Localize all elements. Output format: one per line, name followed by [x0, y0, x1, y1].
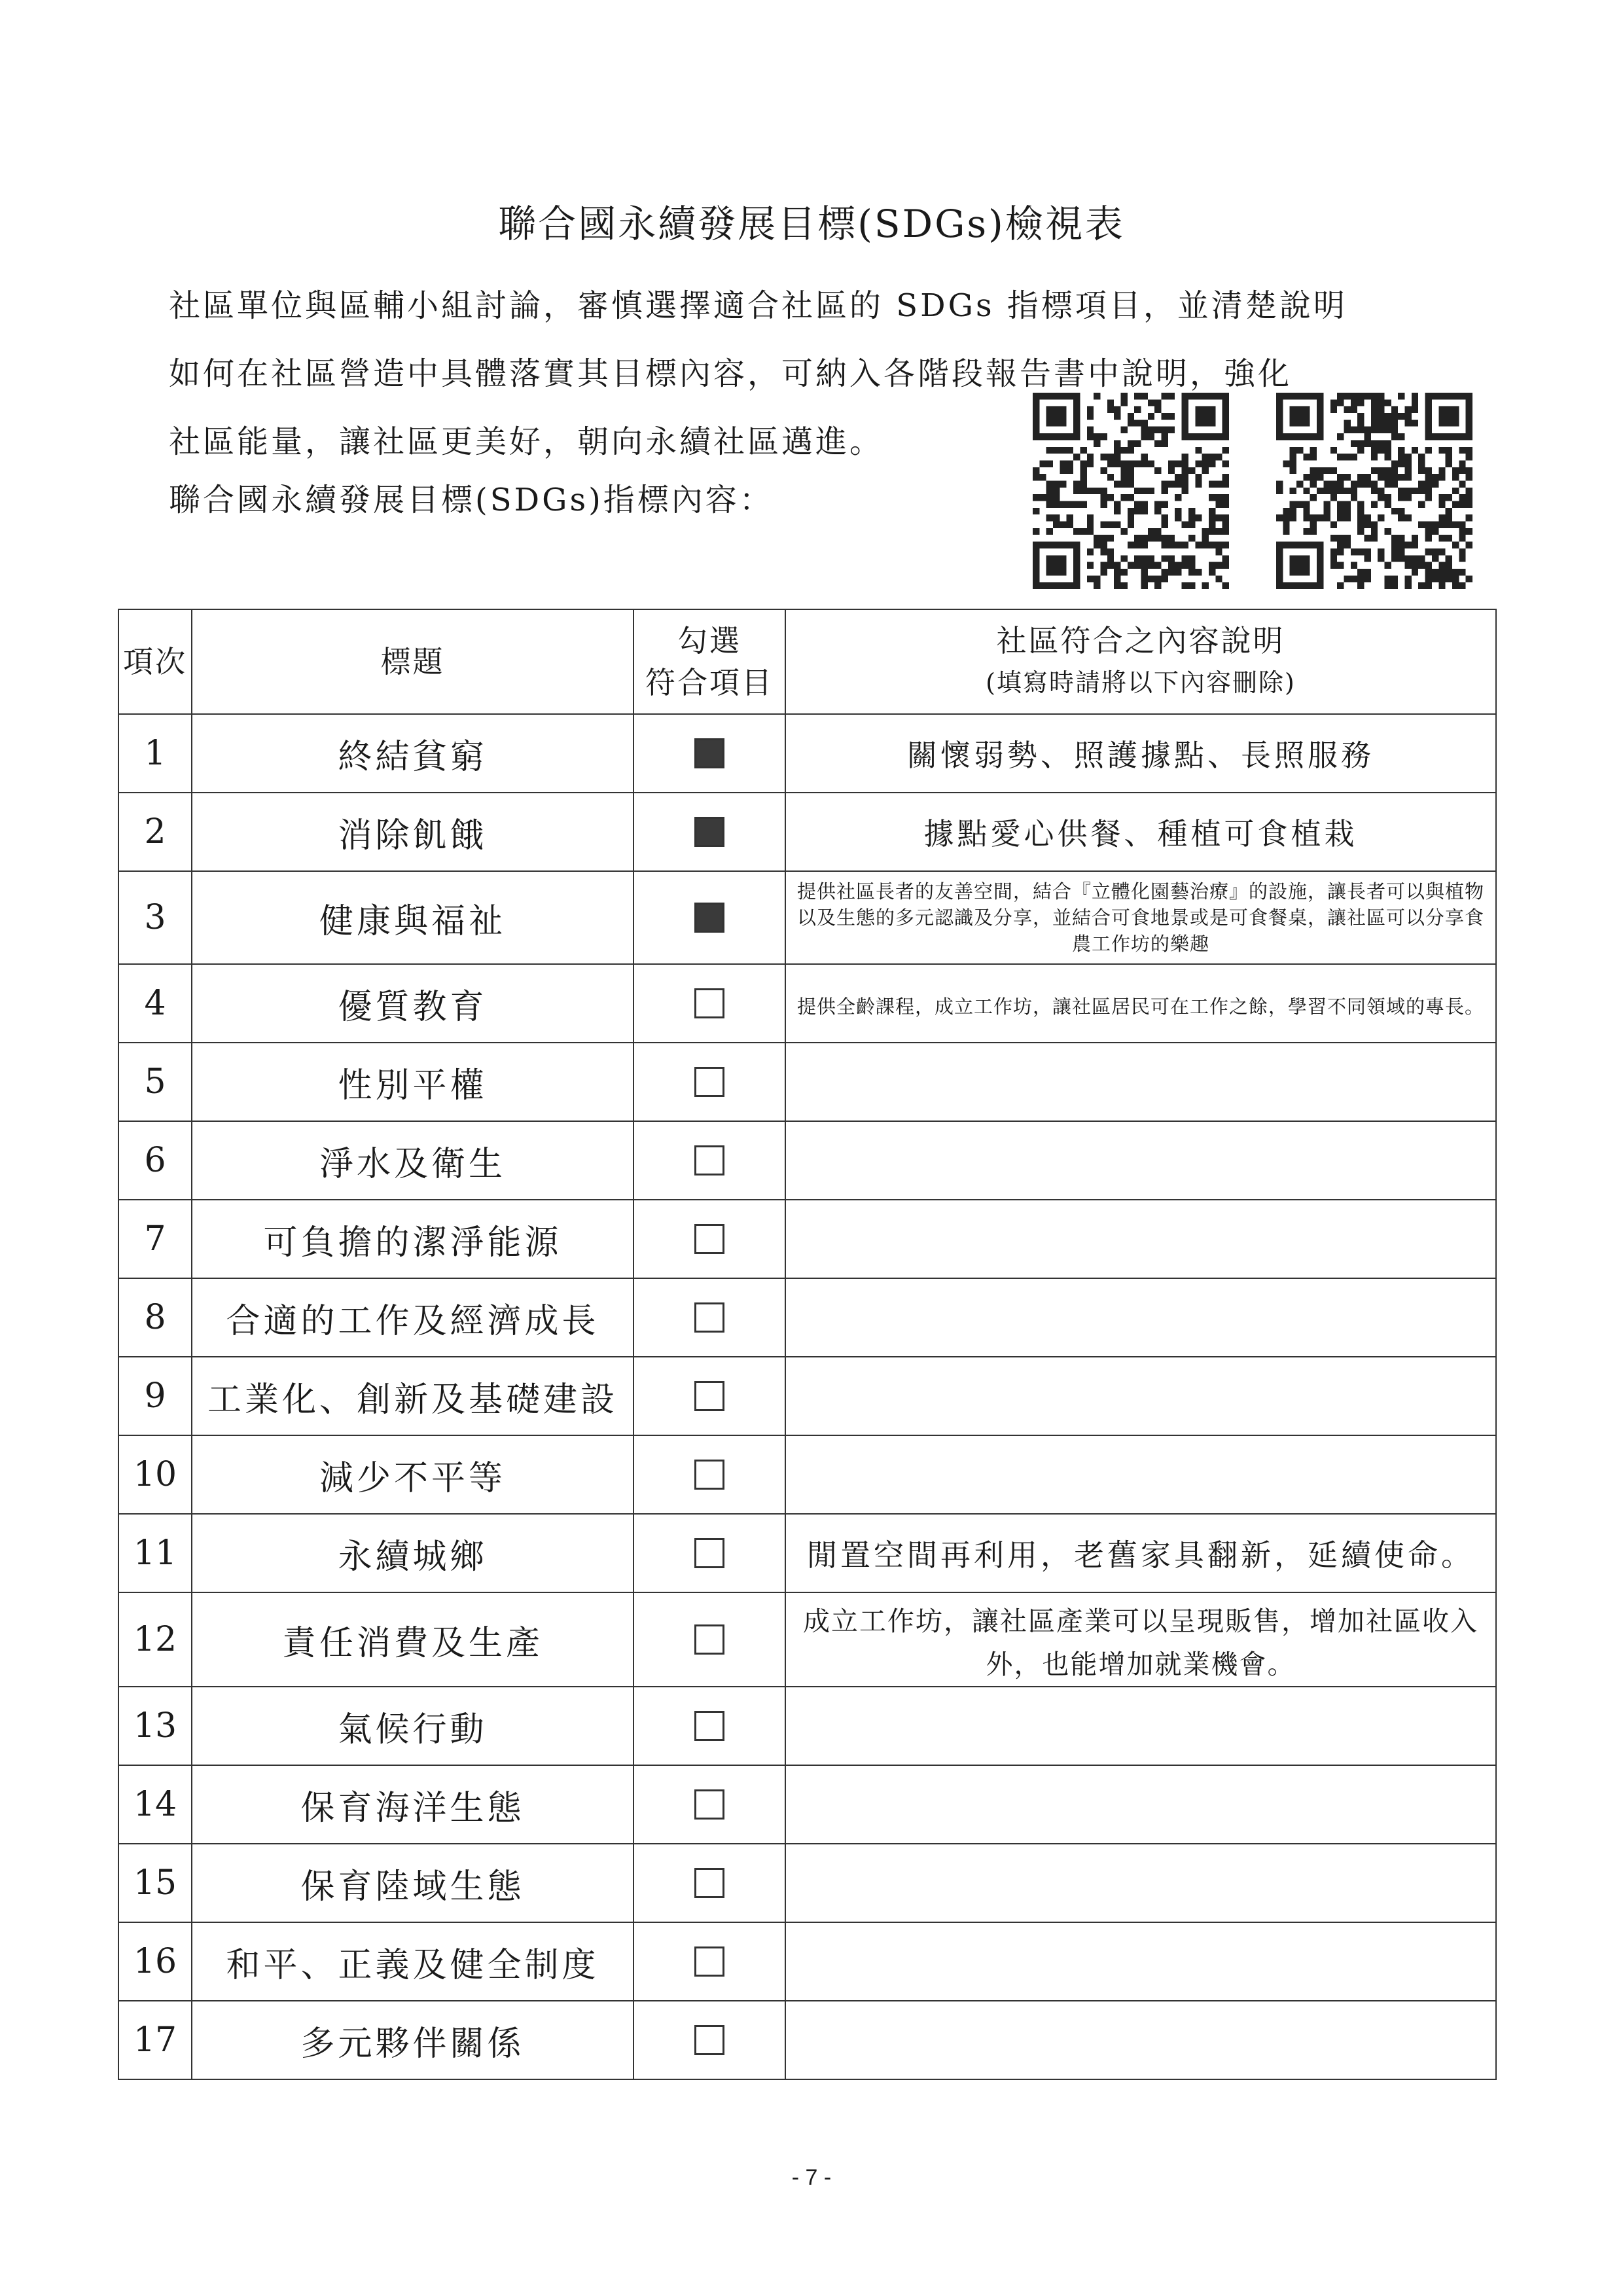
checkbox[interactable]: [694, 988, 724, 1018]
check-cell: [633, 1357, 785, 1435]
description-cell: 關懷弱勢、照護據點、長照服務: [785, 714, 1496, 793]
table-row: [118, 1435, 1496, 1514]
sdg-title: 減少不平等: [192, 1435, 633, 1514]
qr-code-icon: [1276, 393, 1472, 589]
checkbox[interactable]: [694, 1624, 724, 1655]
header-title: 標題: [192, 609, 633, 714]
intro-paragraph: [169, 272, 1465, 476]
check-cell: [633, 1043, 785, 1121]
item-number: 12: [118, 1592, 192, 1687]
header-description: [785, 609, 1496, 714]
sdg-checklist-table: [118, 609, 1497, 2080]
sdg-title: 責任消費及生產: [192, 1592, 633, 1687]
item-number: 7: [118, 1200, 192, 1278]
header-desc-line1: 社區符合之內容說明: [996, 623, 1285, 658]
description-cell: 閒置空間再利用，老舊家具翻新，延續使命。: [785, 1514, 1496, 1592]
item-number: 17: [118, 2001, 192, 2079]
item-number: 11: [118, 1514, 192, 1592]
table-row: [118, 1765, 1496, 1844]
table-row: [118, 793, 1496, 871]
description-cell: 成立工作坊，讓社區產業可以呈現販售，增加社區收入外，也能增加就業機會。: [785, 1592, 1496, 1687]
sdg-title: 性別平權: [192, 1043, 633, 1121]
description-cell: [785, 1844, 1496, 1922]
item-number: 13: [118, 1687, 192, 1765]
item-number: 4: [118, 964, 192, 1043]
table-row: [118, 871, 1496, 964]
checkbox[interactable]: [694, 903, 724, 933]
check-cell: [633, 1922, 785, 2001]
check-cell: [633, 1844, 785, 1922]
checkbox[interactable]: [694, 1145, 724, 1175]
page-number: - 7 -: [791, 2165, 832, 2190]
table-row: [118, 1357, 1496, 1435]
intro-line: 社區單位與區輔小組討論，審慎選擇適合社區的 SDGs 指標項目，並清楚說明: [169, 287, 1347, 324]
table-row: [118, 1200, 1496, 1278]
table-row: [118, 1121, 1496, 1200]
check-cell: [633, 1435, 785, 1514]
checkbox[interactable]: [694, 817, 724, 847]
description-cell: 提供社區長者的友善空間，結合『立體化園藝治療』的設施，讓長者可以與植物以及生態的多元認識及分享，並結合可食地景或是可食餐桌，讓社區可以分享食農工作坊的樂趣: [785, 871, 1496, 964]
description-cell: [785, 1043, 1496, 1121]
header-check: [633, 609, 785, 714]
description-cell: [785, 1121, 1496, 1200]
item-number: 8: [118, 1278, 192, 1357]
sdg-title: 氣候行動: [192, 1687, 633, 1765]
check-cell: [633, 1592, 785, 1687]
table-row: [118, 1043, 1496, 1121]
table-row: [118, 2001, 1496, 2079]
sdg-title: 永續城鄉: [192, 1514, 633, 1592]
sdg-title: 可負擔的潔淨能源: [192, 1200, 633, 1278]
header-check-line1: 勾選: [677, 623, 741, 658]
description-cell: [785, 1200, 1496, 1278]
item-number: 3: [118, 871, 192, 964]
checkbox[interactable]: [694, 1460, 724, 1490]
description-cell: 據點愛心供餐、種植可食植栽: [785, 793, 1496, 871]
check-cell: [633, 871, 785, 964]
sdg-title: 合適的工作及經濟成長: [192, 1278, 633, 1357]
sdg-title: 健康與福祉: [192, 871, 633, 964]
check-cell: [633, 964, 785, 1043]
sdg-title: 優質教育: [192, 964, 633, 1043]
item-number: 16: [118, 1922, 192, 2001]
check-cell: [633, 1687, 785, 1765]
table-row: [118, 1514, 1496, 1592]
sdg-title: 工業化、創新及基礎建設: [192, 1357, 633, 1435]
checkbox[interactable]: [694, 2025, 724, 2055]
sdg-title: 保育海洋生態: [192, 1765, 633, 1844]
intro-line: 社區能量，讓社區更美好，朝向永續社區邁進。: [169, 423, 884, 460]
table-row: [118, 964, 1496, 1043]
checkbox[interactable]: [694, 1381, 724, 1411]
check-cell: [633, 2001, 785, 2079]
checkbox[interactable]: [694, 1789, 724, 1820]
description-cell: [785, 1435, 1496, 1514]
table-row: [118, 714, 1496, 793]
header-item-no: 項次: [118, 609, 192, 714]
check-cell: [633, 1278, 785, 1357]
document-title: 聯合國永續發展目標(SDGs)檢視表: [498, 202, 1125, 246]
description-cell: 提供全齡課程，成立工作坊，讓社區居民可在工作之餘，學習不同領域的專長。: [785, 964, 1496, 1043]
description-cell: [785, 1357, 1496, 1435]
description-cell: [785, 1922, 1496, 2001]
sdg-title: 多元夥伴關係: [192, 2001, 633, 2079]
table-header-row: [118, 609, 1496, 714]
intro-line: 如何在社區營造中具體落實其目標內容，可納入各階段報告書中說明，強化: [169, 355, 1293, 392]
qr-code-icon: [1033, 393, 1229, 589]
item-number: 5: [118, 1043, 192, 1121]
sdg-subheading: 聯合國永續發展目標(SDGs)指標內容：: [169, 482, 774, 518]
item-number: 14: [118, 1765, 192, 1844]
item-number: 10: [118, 1435, 192, 1514]
table-row: [118, 1278, 1496, 1357]
checkbox[interactable]: [694, 1538, 724, 1568]
item-number: 15: [118, 1844, 192, 1922]
table-row: [118, 1922, 1496, 2001]
sdg-title: 和平、正義及健全制度: [192, 1922, 633, 2001]
checkbox[interactable]: [694, 738, 724, 768]
description-cell: [785, 2001, 1496, 2079]
sdg-title: 淨水及衛生: [192, 1121, 633, 1200]
checkbox[interactable]: [694, 1711, 724, 1741]
header-check-line2: 符合項目: [645, 665, 774, 700]
description-cell: [785, 1765, 1496, 1844]
item-number: 9: [118, 1357, 192, 1435]
check-cell: [633, 1765, 785, 1844]
check-cell: [633, 793, 785, 871]
header-desc-line2: (填寫時請將以下內容刪除): [986, 668, 1296, 697]
item-number: 2: [118, 793, 192, 871]
checkbox[interactable]: [694, 1302, 724, 1333]
check-cell: [633, 1121, 785, 1200]
checkbox[interactable]: [694, 1868, 724, 1898]
item-number: 6: [118, 1121, 192, 1200]
checkbox[interactable]: [694, 1067, 724, 1097]
check-cell: [633, 1200, 785, 1278]
table-row: [118, 1844, 1496, 1922]
checkbox[interactable]: [694, 1224, 724, 1254]
description-cell: [785, 1278, 1496, 1357]
sdg-title: 終結貧窮: [192, 714, 633, 793]
checkbox[interactable]: [694, 1946, 724, 1977]
description-cell: [785, 1687, 1496, 1765]
sdg-title: 消除飢餓: [192, 793, 633, 871]
check-cell: [633, 1514, 785, 1592]
table-row: [118, 1687, 1496, 1765]
item-number: 1: [118, 714, 192, 793]
sdg-title: 保育陸域生態: [192, 1844, 633, 1922]
table-row: [118, 1592, 1496, 1687]
check-cell: [633, 714, 785, 793]
